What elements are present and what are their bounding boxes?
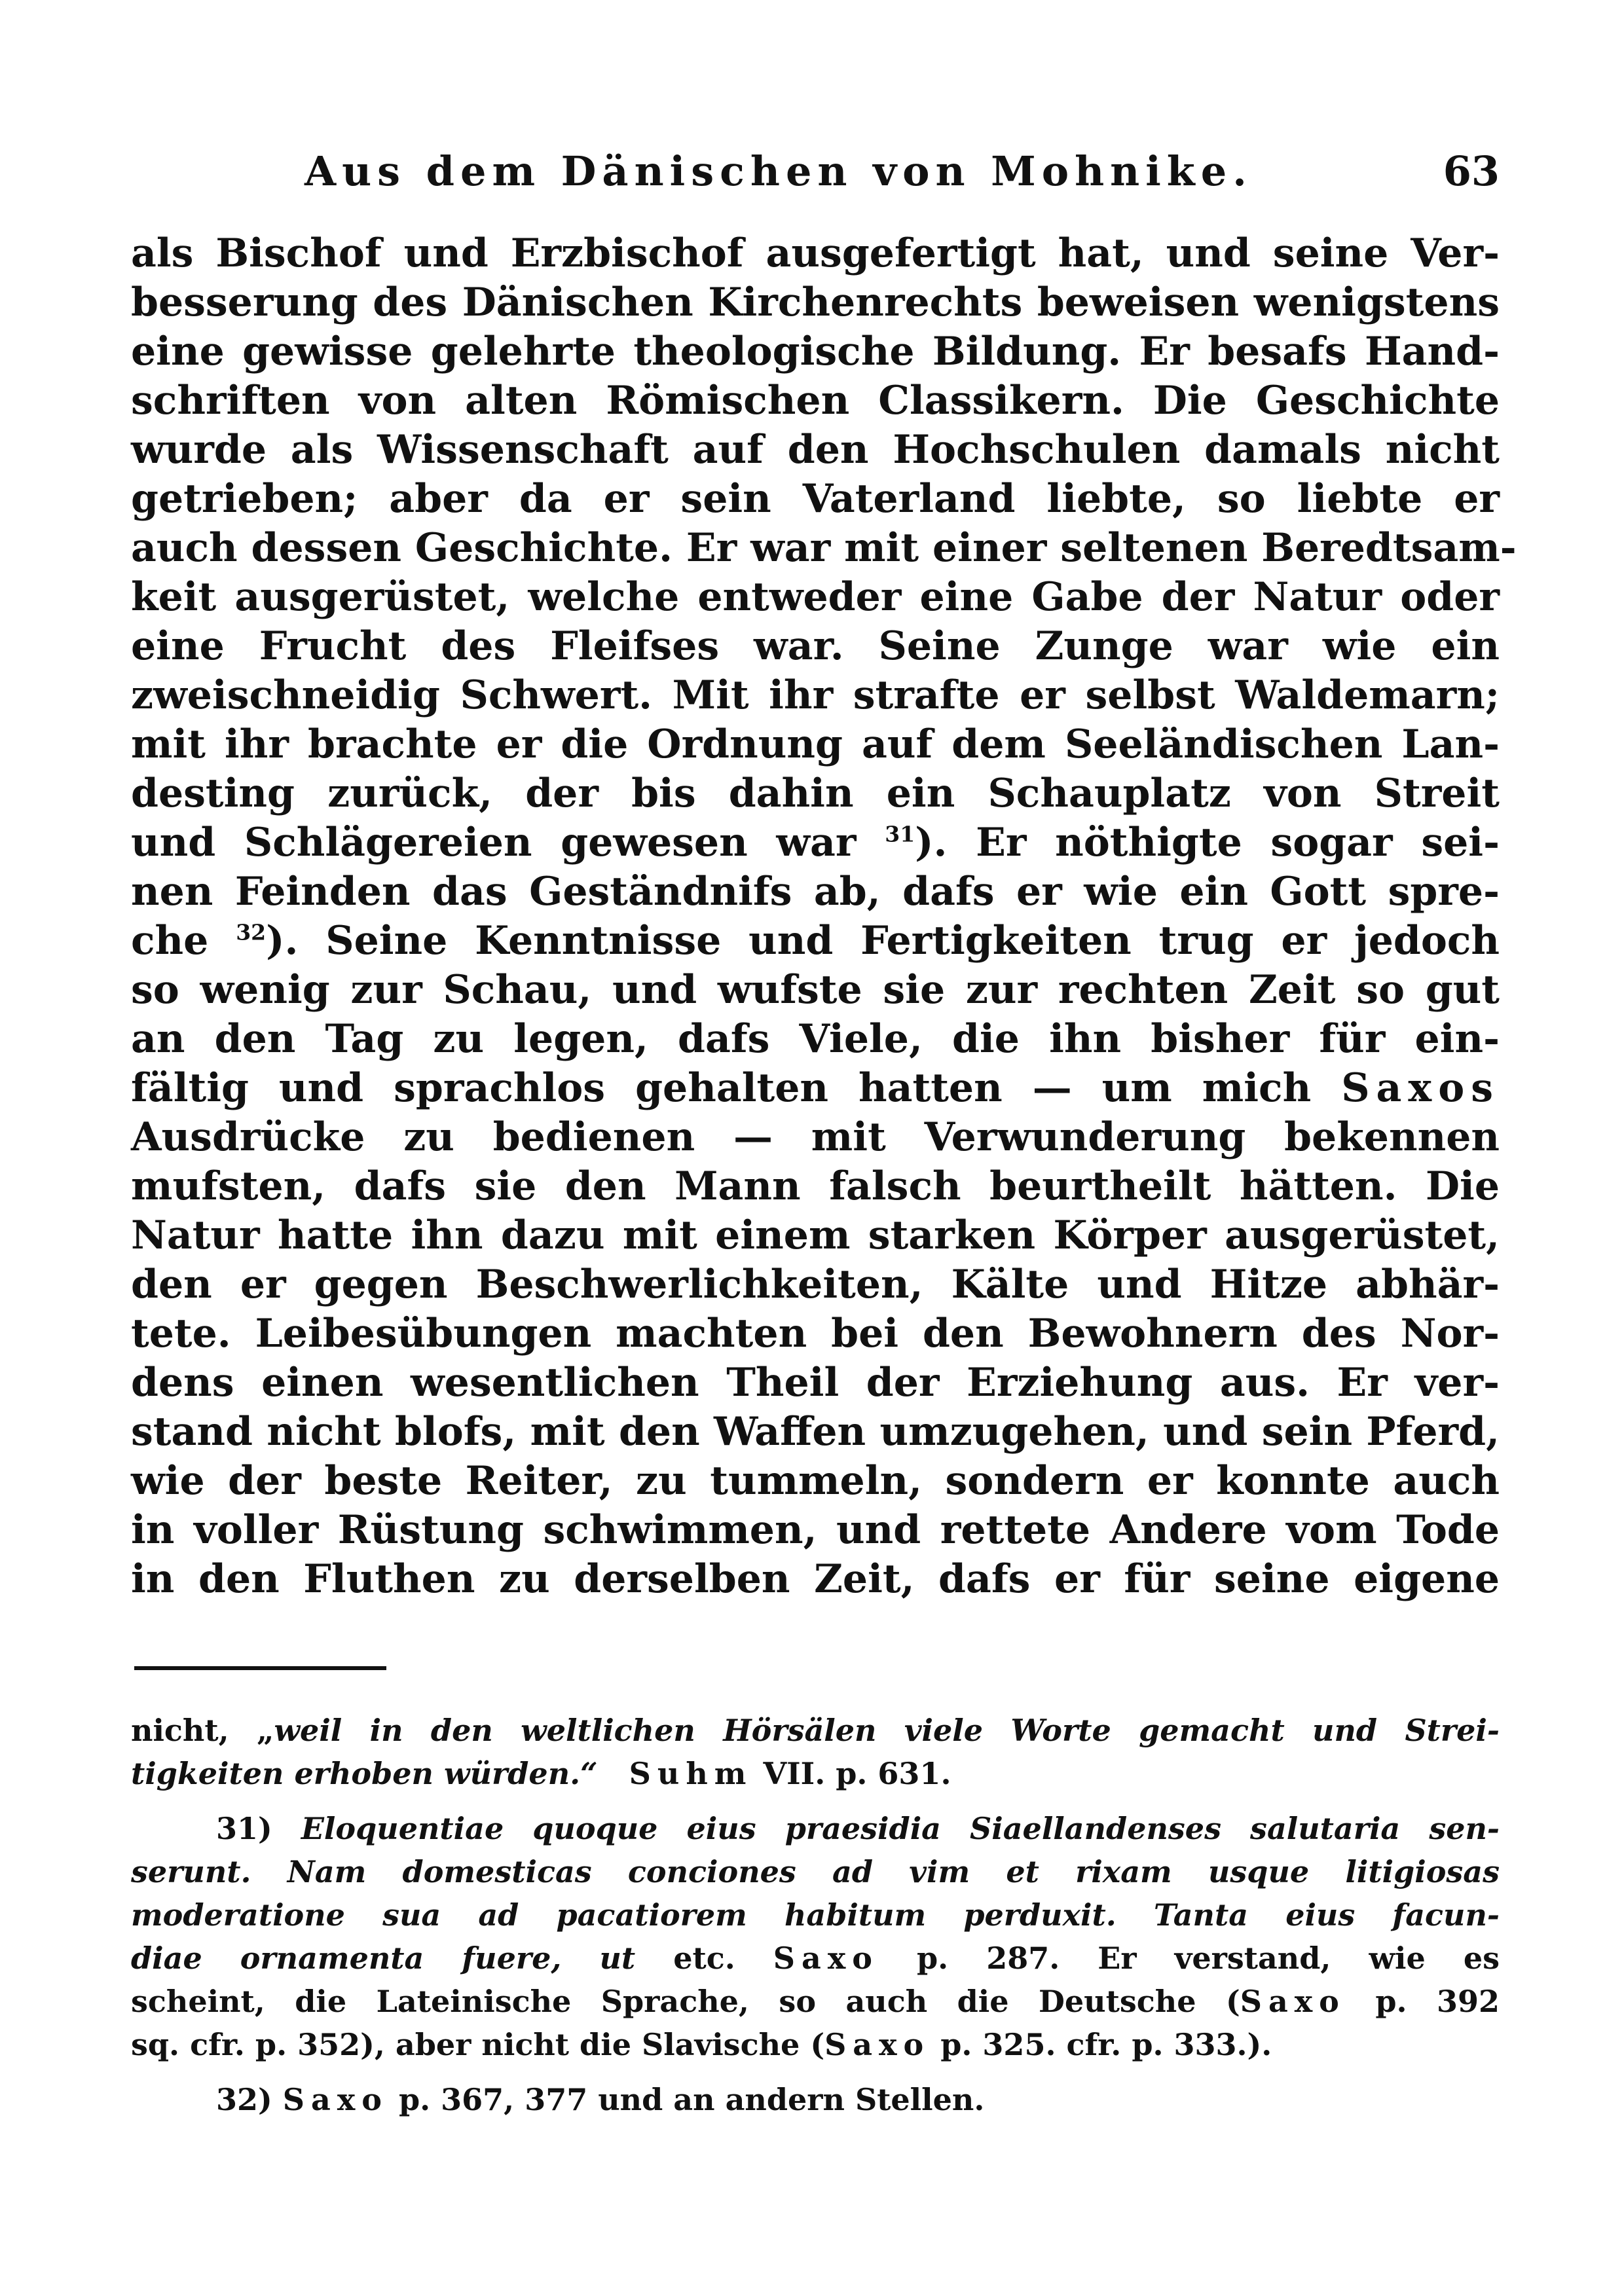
text-line: schriften von alten Römischen Classikern. Die Geschichte: [131, 378, 1500, 424]
spaced-name-suhm: Suhm: [629, 1756, 753, 1791]
footnote-32-label: 32): [216, 2082, 272, 2117]
spaced-name-saxos: Saxos: [1341, 1065, 1500, 1111]
text-line-with-footnote-32: [131, 917, 1500, 966]
text-fragment: p. 367, 377 und an andern Stellen.: [398, 2082, 985, 2117]
italic-quote: tigkeiten erhoben würden.“: [131, 1756, 598, 1791]
text-fragment: che: [131, 918, 209, 964]
text-line: mit ihr brachte er die Ordnung auf dem Seeländischen Lan-: [131, 721, 1500, 767]
text-line: den er gegen Beschwerlichkeiten, Kälte und Hitze abhär-: [131, 1262, 1500, 1307]
text-line: nen Feinden das Geständnifs ab, dafs er wie ein Gott spre-: [131, 869, 1500, 915]
text-fragment: etc.: [673, 1941, 735, 1976]
text-line: in voller Rüstung schwimmen, und rettete Andere vom Tode: [131, 1507, 1500, 1553]
spaced-name-saxo: Saxo: [1240, 1984, 1346, 2019]
footnote-31-line: [131, 2023, 1500, 2066]
text-line: tete. Leibesübungen machten bei den Bewohnern des Nor-: [131, 1311, 1500, 1357]
text-line: eine gewisse gelehrte theologische Bildung. Er besafs Hand-: [131, 329, 1500, 374]
text-line-with-spaced-name: [131, 1064, 1500, 1113]
page-header: [131, 147, 1500, 219]
footnote-31-line: [131, 1980, 1500, 2023]
text-fragment: nicht, „: [131, 1713, 274, 1748]
text-fragment: ). Seine Kenntnisse und Fertigkeiten trug er jedoch: [266, 918, 1500, 964]
text-fragment: ). Er nöthigte sogar sei-: [915, 820, 1500, 866]
text-fragment: fältig und sprachlos gehalten hatten — um mich: [131, 1065, 1312, 1111]
running-title: Aus dem Dänischen von Mohnike.: [304, 147, 1253, 195]
footnote-continuation-line: [131, 1709, 1500, 1752]
italic-latin: moderatione sua ad pacatiorem habitum perduxit. Tanta eius facun-: [131, 1897, 1500, 1933]
italic-latin: diae ornamenta fuere, ut: [131, 1941, 636, 1976]
text-line: wie der beste Reiter, zu tummeln, sondern er konnte auch: [131, 1458, 1500, 1504]
footnote-31-line: [131, 1850, 1500, 1893]
text-fragment: sq. cfr. p. 352), aber nicht die Slavische (: [131, 2027, 825, 2062]
footnote-31-line: [131, 1807, 1500, 1850]
italic-latin: serunt. Nam domesticas conciones ad vim et rixam usque litigiosas: [131, 1854, 1500, 1889]
text-line: desting zurück, der bis dahin ein Schauplatz von Streit: [131, 771, 1500, 816]
italic-quote: weil in den weltlichen Hörsälen viele Worte gemacht und Strei-: [274, 1713, 1500, 1748]
spaced-name-saxo: Saxo: [824, 2027, 931, 2062]
text-line: besserung des Dänischen Kirchenrechts beweisen wenigstens: [131, 280, 1500, 325]
text-line: mufsten, dafs sie den Mann falsch beurtheilt hätten. Die: [131, 1163, 1500, 1209]
text-line: wurde als Wissenschaft auf den Hochschulen damals nicht: [131, 427, 1500, 473]
text-fragment: p. 287. Er verstand, wie es: [916, 1941, 1500, 1976]
footnote-31-label: 31): [216, 1811, 272, 1846]
text-line: eine Frucht des Fleifses war. Seine Zunge war wie ein: [131, 623, 1500, 669]
text-line: auch dessen Geschichte. Er war mit einer seltenen Beredtsam-: [131, 525, 1517, 571]
footnote-continuation-line: [131, 1752, 1500, 1795]
footnote-32-line: [131, 2078, 1500, 2121]
text-line: Natur hatte ihn dazu mit einem starken Körper ausgerüstet,: [131, 1212, 1500, 1258]
spaced-name-saxo: Saxo: [773, 1941, 879, 1976]
text-line: Ausdrücke zu bedienen — mit Verwunderung bekennen: [131, 1114, 1500, 1160]
text-fragment: p. 392: [1375, 1984, 1500, 2019]
footnote-separator-rule: [134, 1666, 386, 1670]
page-number: 63: [1443, 147, 1500, 195]
footnotes: [131, 1709, 1500, 2121]
text-line: so wenig zur Schau, und wufste sie zur rechten Zeit so gut: [131, 967, 1500, 1013]
footnote-ref-31: 31: [885, 821, 915, 847]
footnote-31-line: [131, 1893, 1500, 1937]
text-fragment: scheint, die Lateinische Sprache, so auch die Deutsche (: [131, 1984, 1240, 2019]
text-line: dens einen wesentlichen Theil der Erziehung aus. Er ver-: [131, 1360, 1500, 1406]
text-line: getrieben; aber da er sein Vaterland liebte, so liebte er: [131, 476, 1500, 522]
text-line: an den Tag zu legen, dafs Viele, die ihn bisher für ein-: [131, 1016, 1500, 1062]
text-line: als Bischof und Erzbischof ausgefertigt hat, und seine Ver-: [131, 230, 1500, 276]
italic-latin: Eloquentiae quoque eius praesidia Siaellandenses salutaria sen-: [301, 1811, 1500, 1846]
main-text: [131, 229, 1517, 1604]
text-fragment: VII. p. 631.: [763, 1756, 951, 1791]
footnote-ref-32: 32: [236, 919, 267, 945]
spaced-name-saxo: Saxo: [282, 2082, 388, 2117]
text-line: keit ausgerüstet, welche entweder eine Gabe der Natur oder: [131, 574, 1500, 620]
text-line: in den Fluthen zu derselben Zeit, dafs er für seine eigene: [131, 1556, 1500, 1602]
text-fragment: und Schlägereien gewesen war: [131, 820, 857, 866]
text-line: zweischneidig Schwert. Mit ihr strafte er selbst Waldemarn;: [131, 672, 1500, 718]
text-line-with-footnote-31: [131, 818, 1500, 867]
footnote-31-line: [131, 1937, 1500, 1980]
text-line: stand nicht blofs, mit den Waffen umzugehen, und sein Pferd,: [131, 1409, 1500, 1455]
text-fragment: p. 325. cfr. p. 333.).: [940, 2027, 1272, 2062]
